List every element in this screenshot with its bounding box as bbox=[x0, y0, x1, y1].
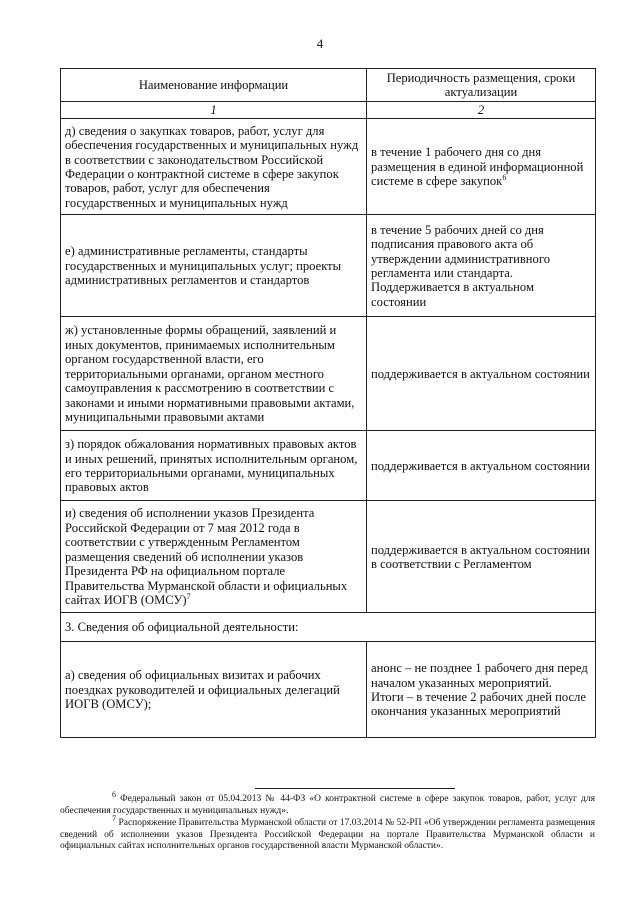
footnote: $^6$ Федеральный закон от 05.04.2013 № 44-ФЗ «О контрактной системе в сфере закупок товаров, работ, услуг для обеспечения государственных и муниципальных нужд». bbox=[60, 789, 595, 816]
header-info-name: Наименование информации bbox=[61, 69, 367, 102]
row-info: е) административные регламенты, стандарты государственных и муниципальных услуг; проекты административных регламентов и стандартов bbox=[61, 215, 367, 317]
row-period: в течение 5 рабочих дней со дня подписания правового акта об утверждении административного регламента или стандарта. Поддерживается в актуальном состоянии bbox=[367, 215, 596, 317]
row-period: в течение 1 рабочего дня со дня размещения в единой информационной системе в сфере закупок$^6$ bbox=[367, 119, 596, 215]
column-number-2: 2 bbox=[367, 102, 596, 119]
row-info: и) сведения об исполнении указов Президента Российской Федерации от 7 мая 2012 года в соответствии с утвержденным Регламентом размещения сведений об исполнении указов Президента РФ на официальном портале Правительства Мурманской области и официальных сайтах ИОГВ (ОМСУ)$^7$ bbox=[61, 501, 367, 613]
footnotes bbox=[60, 788, 595, 854]
footnote: $^7$ Распоряжение Правительства Мурманской области от 17.03.2014 № 52-РП «Об утверждении регламента размещения сведений об исполнении указов Президента Российской Федерации на портале Правительства Мурманской области и официальных сайтах исполнительных органов государственной власти Мурманской области». bbox=[60, 813, 595, 851]
section-heading-row bbox=[61, 613, 596, 642]
row-period: поддерживается в актуальном состоянии bbox=[367, 431, 596, 501]
period-results: Итоги – в течение 2 рабочих дней после окончания указанных мероприятий bbox=[371, 689, 586, 719]
row-period: поддерживается в актуальном состоянии bbox=[367, 317, 596, 431]
row-info: з) порядок обжалования нормативных правовых актов и иных решений, принятых исполнительным органом, его территориальными органами, муниципальных правовых актов bbox=[61, 431, 367, 501]
header-periodicity: Периодичность размещения, сроки актуализации bbox=[367, 69, 596, 102]
page-number: 4 bbox=[316, 36, 324, 51]
table-header-row bbox=[61, 69, 596, 102]
table-row bbox=[61, 215, 596, 317]
row-info: д) сведения о закупках товаров, работ, услуг для обеспечения государственных и муниципальных нужд в соответствии с законодательством Российской Федерации о контрактной системе в сфере закупок товаров, работ, услуг для обеспечения государственных и муниципальных нужд bbox=[61, 119, 367, 215]
column-number-1: 1 bbox=[61, 102, 367, 119]
row-period bbox=[367, 642, 596, 738]
information-table bbox=[60, 68, 596, 738]
table-row bbox=[61, 119, 596, 215]
table-row bbox=[61, 642, 596, 738]
table-row bbox=[61, 317, 596, 431]
row-period: поддерживается в актуальном состоянии в соответствии с Регламентом bbox=[367, 501, 596, 613]
row-info: а) сведения об официальных визитах и рабочих поездках руководителей и официальных делегаций ИОГВ (ОМСУ); bbox=[61, 642, 367, 738]
section-title: 3. Сведения об официальной деятельности: bbox=[61, 613, 596, 642]
footnote-divider bbox=[255, 788, 455, 789]
table-row bbox=[61, 431, 596, 501]
footnote-ref-6: 6 bbox=[502, 172, 507, 182]
footnote-ref-7: 7 bbox=[186, 591, 191, 601]
row-info: ж) установленные формы обращений, заявлений и иных документов, принимаемых исполнительным органом государственной власти, его территориальными органами, органом местного самоуправления к рассмотрению в соответствии с законами и иными нормативными правовыми актами, муниципальными правовыми актами bbox=[61, 317, 367, 431]
table-row bbox=[61, 501, 596, 613]
period-announcement: анонс – не позднее 1 рабочего дня перед началом указанных мероприятий. bbox=[371, 661, 588, 690]
column-number-row bbox=[61, 102, 596, 119]
